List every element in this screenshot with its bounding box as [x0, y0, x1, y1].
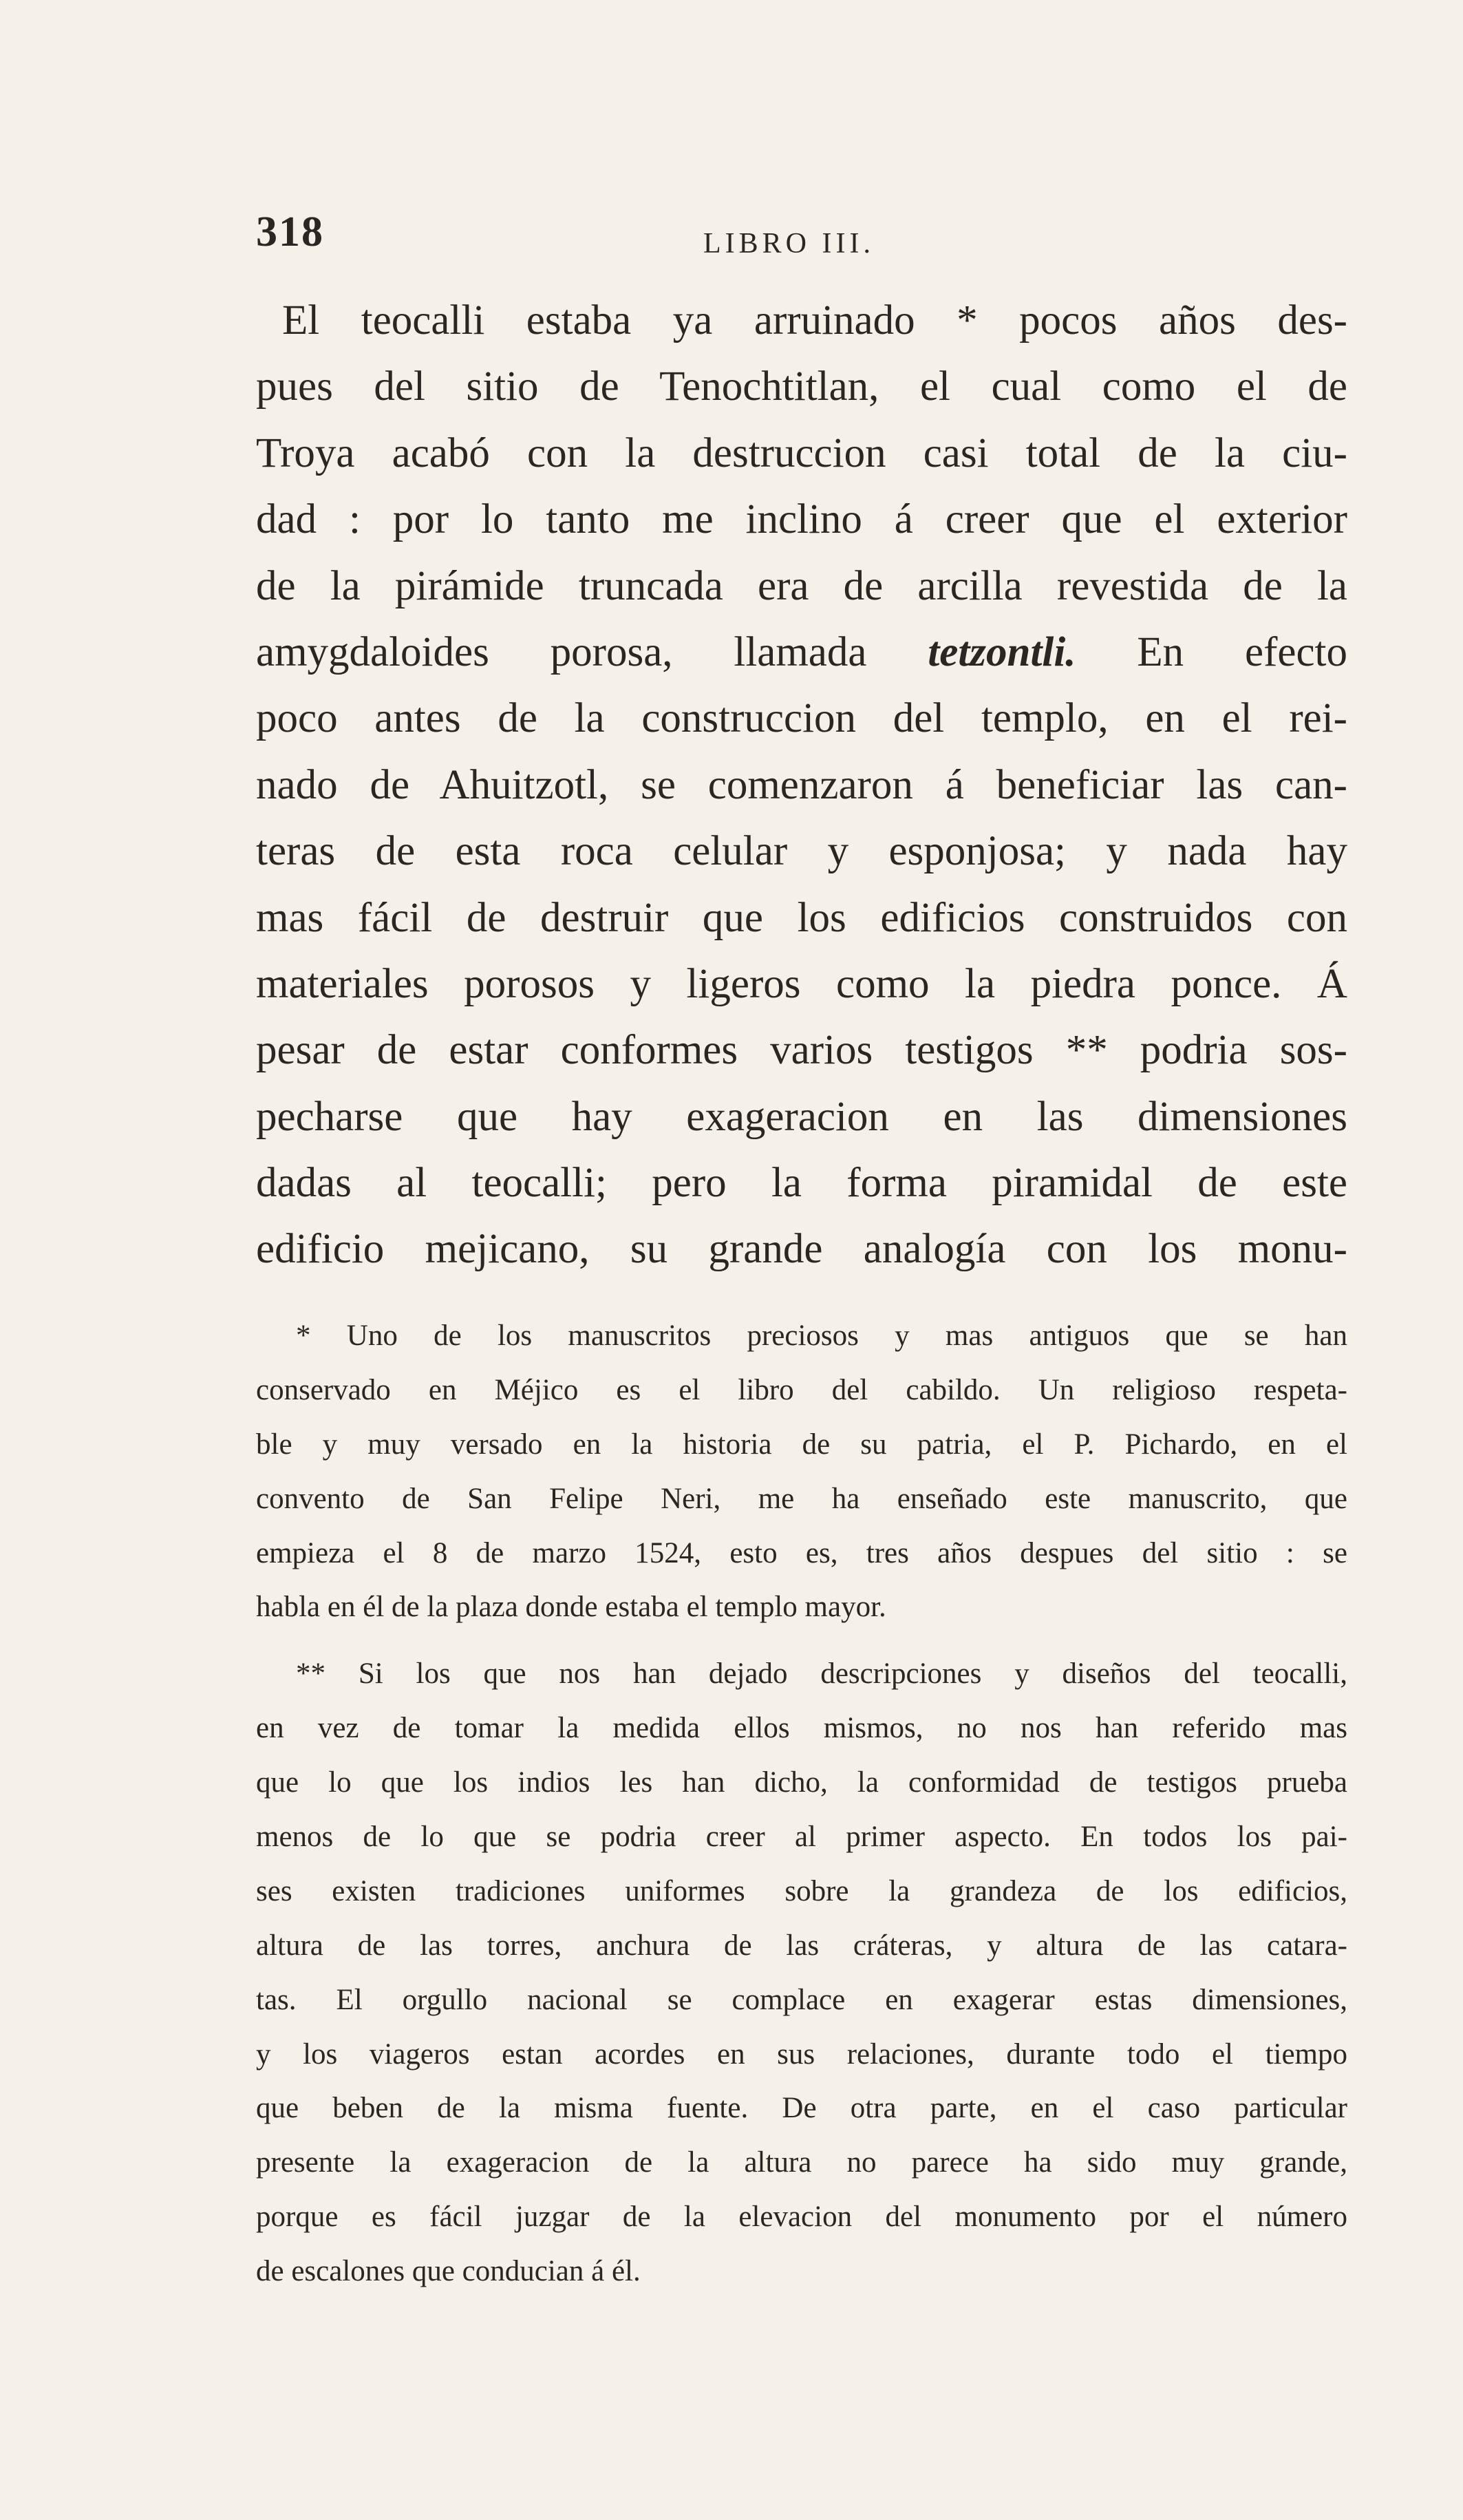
- body-line: materiales porosos y ligeros como la piedra ponce. Á: [256, 960, 1347, 1007]
- footnote-line: ** Si los que nos han dejado descripciones y diseños del teocalli,: [296, 1658, 1347, 1691]
- footnote-line: ble y muy versado en la historia de su patria, el P. Pichardo, en el: [256, 1428, 1347, 1461]
- page-number: 318: [256, 209, 324, 255]
- footnote-line: en vez de tomar la medida ellos mismos, no nos han referido mas: [256, 1712, 1347, 1745]
- footnotes: [256, 1309, 1347, 2299]
- body-line: edificio mejicano, su grande analogía con los monu-: [256, 1226, 1347, 1273]
- body-line: pecharse que hay exageracion en las dimensiones: [256, 1093, 1347, 1140]
- footnote-line: que lo que los indios les han dicho, la conformidad de testigos prueba: [256, 1766, 1347, 1799]
- footnote-line: ses existen tradiciones uniformes sobre la grandeza de los edificios,: [256, 1874, 1347, 1907]
- footnote-line: presente la exageracion de la altura no parece ha sido muy grande,: [256, 2146, 1347, 2179]
- body-line: amygdaloides porosa, llamada tetzontli. En efecto: [256, 628, 1347, 675]
- running-head: LIBRO III.: [703, 228, 875, 260]
- footnote-line: tas. El orgullo nacional se complace en exagerar estas dimensiones,: [256, 1983, 1347, 2016]
- italic-term: tetzontli.: [928, 628, 1076, 675]
- body-line: poco antes de la construccion del templo, en el rei-: [256, 695, 1347, 742]
- footnote: [256, 1647, 1347, 2299]
- footnote-line: empieza el 8 de marzo 1524, esto es, tres años despues del sitio : se: [256, 1536, 1347, 1569]
- footnote-line: convento de San Felipe Neri, me ha enseñado este manuscrito, que: [256, 1482, 1347, 1515]
- body-line: mas fácil de destruir que los edificios construidos con: [256, 894, 1347, 941]
- footnote-line: de escalones que conducian á él.: [256, 2255, 641, 2288]
- footnote-line: que beben de la misma fuente. De otra parte, en el caso particular: [256, 2092, 1347, 2125]
- footnote-line: menos de lo que se podria creer al primer aspecto. En todos los pai-: [256, 1821, 1347, 1854]
- footnote-line: porque es fácil juzgar de la elevacion del monumento por el número: [256, 2201, 1347, 2234]
- body-line: dadas al teocalli; pero la forma piramidal de este: [256, 1160, 1347, 1207]
- page-header: [256, 208, 1347, 270]
- footnote-line: habla en él de la plaza donde estaba el templo mayor.: [256, 1591, 886, 1624]
- body-line: pues del sitio de Tenochtitlan, el cual como el de: [256, 363, 1347, 410]
- body-line: de la pirámide truncada era de arcilla revestida de la: [256, 562, 1347, 609]
- body-line: nado de Ahuitzotl, se comenzaron á beneficiar las can-: [256, 761, 1347, 808]
- body-line: Troya acabó con la destruccion casi total de la ciu-: [256, 430, 1347, 476]
- footnote: [256, 1309, 1347, 1635]
- footnote-line: conservado en Méjico es el libro del cabildo. Un religioso respeta-: [256, 1373, 1347, 1406]
- body-line: El teocalli estaba ya arruinado * pocos años des-: [282, 297, 1347, 343]
- footnote-line: * Uno de los manuscritos preciosos y mas antiguos que se han: [296, 1320, 1347, 1352]
- body-text: [256, 288, 1347, 1283]
- body-line: dad : por lo tanto me inclino á creer que el exterior: [256, 496, 1347, 543]
- body-line: pesar de estar conformes varios testigos ** podria sos-: [256, 1027, 1347, 1074]
- footnote-line: y los viageros estan acordes en sus relaciones, durante todo el tiempo: [256, 2037, 1347, 2071]
- body-line: teras de esta roca celular y esponjosa; y nada hay: [256, 828, 1347, 875]
- footnote-line: altura de las torres, anchura de las cráteras, y altura de las catara-: [256, 1929, 1347, 1962]
- footnote-gap: [256, 1635, 1347, 1647]
